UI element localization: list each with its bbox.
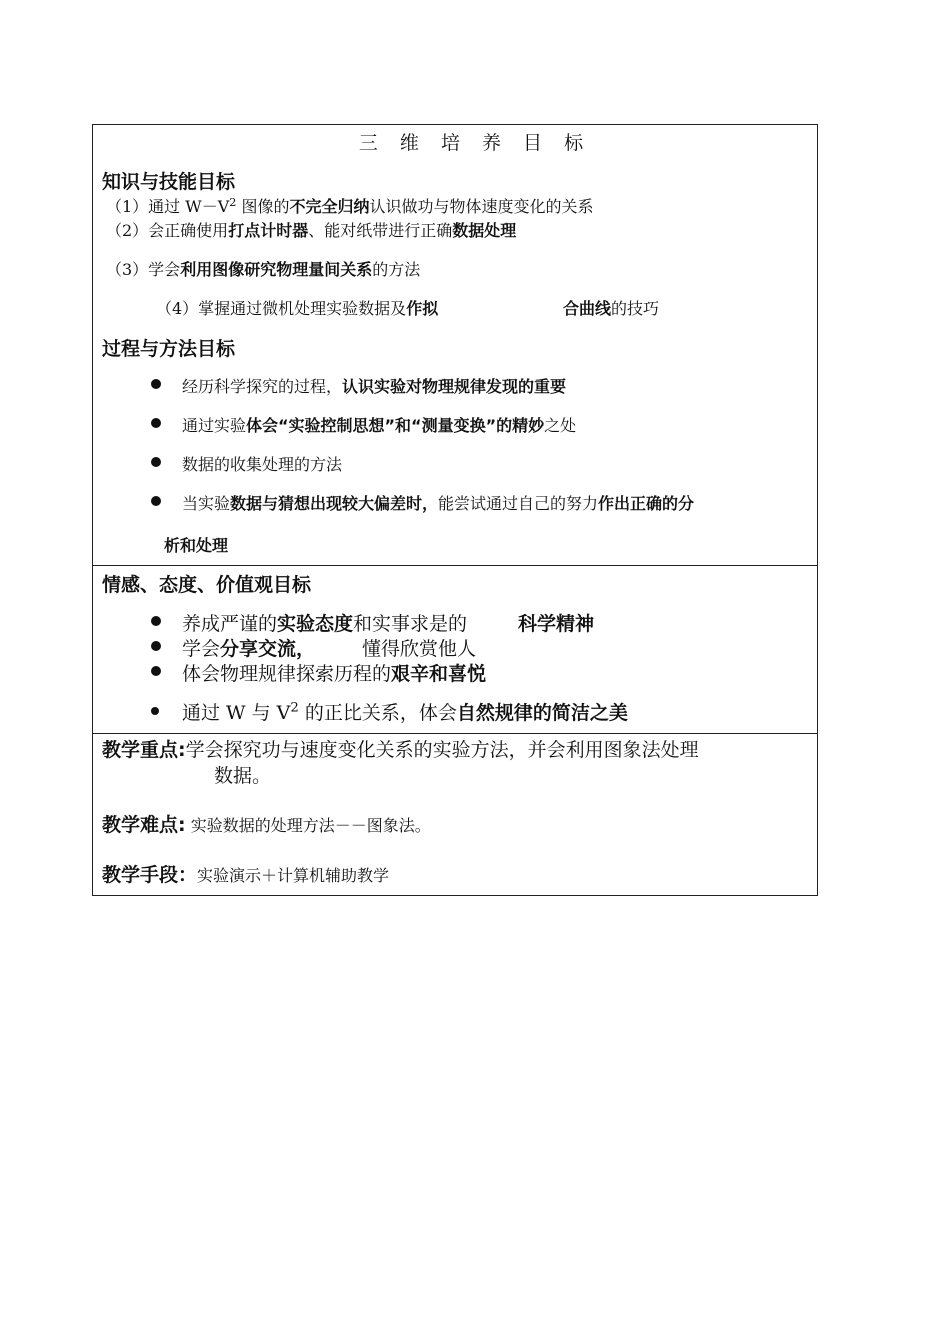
process-bullet-4: 当实验数据与猜想出现较大偏差时，能尝试通过自己的努力作出正确的分: [182, 494, 695, 513]
emotion-bullet-1-cont: 科学精神: [518, 613, 595, 635]
process-bullet-4-cont: 析和处理: [164, 536, 229, 555]
emotion-bullet-2-cont: 懂得欣赏他人: [362, 638, 477, 660]
knowledge-item-3: （3）学会利用图像研究物理量间关系的方法: [106, 260, 421, 279]
knowledge-item-4-cont: 合曲线的技巧: [563, 299, 660, 318]
bullet-icon: [151, 379, 161, 389]
emotion-heading: 情感、态度、价值观目标: [102, 574, 312, 596]
emotion-bullet-4: 通过 W 与 $V^2$ 的正比关系，体会自然规律的简洁之美: [182, 700, 628, 724]
knowledge-item-2: （2）会正确使用打点计时器、能对纸带进行正确数据处理: [106, 221, 517, 240]
knowledge-item-1: （1）通过 $W-V^2$ 图像的不完全归纳认识做功与物体速度变化的关系: [106, 195, 594, 216]
teaching-means: 教学手段：实验演示＋计算机辅助教学: [102, 864, 390, 886]
knowledge-heading: 知识与技能目标: [102, 171, 236, 193]
bullet-icon: [151, 418, 161, 428]
section-divider: [92, 565, 818, 566]
bullet-icon: [151, 616, 161, 626]
emotion-bullet-2: 学会分享交流，: [182, 638, 316, 660]
bullet-icon: [151, 457, 161, 467]
process-bullet-2: 通过实验体会“实验控制思想”和“测量变换”的精妙之处: [182, 416, 577, 435]
table-title: 三 维 培 养 目 标: [358, 132, 592, 154]
process-bullet-1: 经历科学探究的过程，认识实验对物理规律发现的重要: [182, 377, 567, 396]
knowledge-item-4: （4）掌握通过微机处理实验数据及作拟: [156, 299, 439, 318]
bullet-icon: [151, 707, 159, 715]
teaching-key: 教学重点:学会探究功与速度变化关系的实验方法，并会利用图象法处理: [102, 739, 699, 761]
process-bullet-3: 数据的收集处理的方法: [182, 455, 343, 474]
emotion-bullet-3: 体会物理规律探索历程的艰辛和喜悦: [182, 663, 487, 685]
section-divider: [92, 733, 818, 734]
teaching-key-cont: 数据。: [214, 765, 272, 787]
teaching-difficulty: 教学难点: 实验数据的处理方法－－图象法。: [102, 814, 431, 836]
process-heading: 过程与方法目标: [102, 338, 236, 360]
bullet-icon: [151, 496, 161, 506]
emotion-bullet-1: 养成严谨的实验态度和实事求是的: [182, 613, 468, 635]
bullet-icon: [151, 666, 161, 676]
bullet-icon: [151, 641, 161, 651]
